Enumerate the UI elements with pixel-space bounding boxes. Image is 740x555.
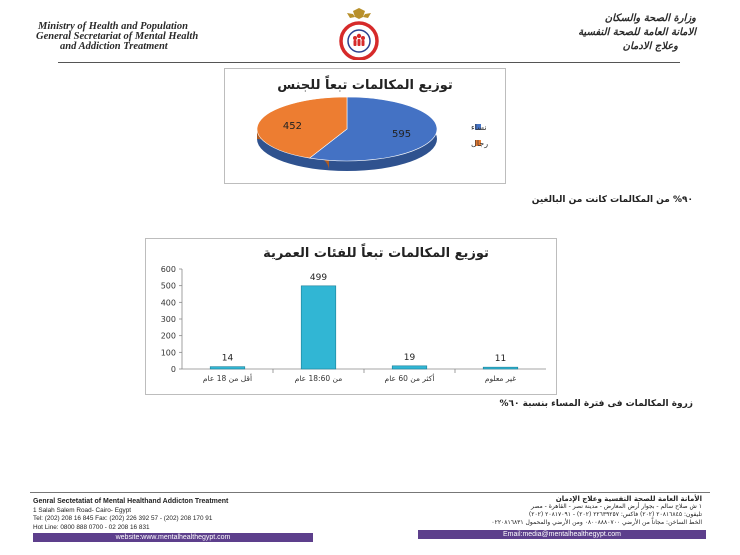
pie-label-0: 595 [391,129,412,141]
pie-chart-title: توزيع المكالمات تبعاً للجنس [277,78,453,93]
header-ar-line-2: الامانة العامة للصحة النفسية [578,27,696,38]
bar-3 [483,367,518,369]
header-en-line-1: Ministry of Health and Population [38,21,188,32]
email-banner[interactable] [418,530,706,539]
caption-adults: ٩٠% من المكالمات كانت من البالغين [531,195,693,205]
caption-evening: زروة المكالمات فى فترة المساء بنسبة ٦٠% [499,399,693,409]
footer-ar-hotline: الخط الساخن: مجاناً من الأرضي ٠٨٠٠٨٨٨٠٧٠٠ ومن الأرضي والمحمول ٠٢٢٠٨١٦٨٣١ [491,519,702,526]
age-bar-chart [145,238,557,395]
header-ar-line-1: وزارة الصحة والسكان [604,13,696,24]
footer-ar-title: الأمانة العامة للصحة النفسية وعلاج الإدمان [555,495,702,503]
legend-label-men: رجال [471,139,489,148]
bar-chart-title: توزيع المكالمات تبعاً للفئات العمرية [263,246,489,261]
y-tick-label: 100 [160,348,176,358]
legend-label-women: نساء [471,123,487,132]
bar-1 [301,286,336,369]
pie-legend [471,123,488,148]
bar-0 [210,367,245,369]
header-en-line-3: and Addiction Treatment [60,41,168,52]
footer-en-phone: Tel: (202) 208 16 845 Fax: (202) 226 392 57 - (202) 208 170 91 [33,515,213,522]
pie-slices [257,97,437,171]
bar-series [203,273,518,383]
website-link[interactable]: website:www.mentalhealthegypt.com [115,534,231,541]
email-link[interactable]: Email:media@mentalhealthegypt.com [503,531,621,538]
footer-en-address: 1 Salah Salem Road- Cairo- Egypt [33,506,132,514]
x-tick-label-1: من 18:60 عام [294,374,343,383]
y-tick-label: 500 [160,281,176,291]
eagle-emblem-icon [347,8,371,19]
y-tick-label: 600 [160,265,176,274]
y-tick-label: 300 [160,315,176,324]
x-tick-label-2: أكثر من 60 عام [384,374,435,383]
bar-axes [161,265,546,374]
footer-english [33,498,228,532]
y-tick-label: 0 [170,365,176,374]
footer-arabic [491,495,702,527]
footer-ar-phone: تليفون: ٢٠٨١٦٨٤٥ (٢٠٢) فاكس: ٢٢٦٣٩٢٥٧ (٢٠٢) - ٢٠٨١٧٠٩١ (٢٠٢) [528,511,702,518]
bar-2 [392,366,427,369]
bar-value-label-2: 19 [403,352,416,363]
header-english [38,22,198,52]
footer-ar-address: ١ ش صلاح سالم - بجوار أرض المعارض - مدينة نصر - القاهرة - مصر [531,503,702,510]
header-en-line-2: General Secretariat of Mental Health [36,31,199,42]
header-divider [58,62,680,63]
x-tick-label-3: غير معلوم [484,374,517,383]
x-tick-label-0: أقل من 18 عام [202,374,253,383]
header-arabic [578,12,696,54]
bar-value-label-1: 499 [309,272,328,283]
website-banner[interactable] [33,533,313,542]
bar-value-label-3: 11 [494,354,507,365]
y-tick-label: 400 [160,298,176,308]
footer-en-hotline: Hot Line: 0800 888 0700 - 02 208 16 831 [33,523,150,531]
gender-pie-chart [224,68,506,184]
pie-label-1: 452 [282,120,303,132]
ministry-logo [314,8,404,60]
footer-en-title: Genral Sectetatiat of Mental Healthand Addicton Treatment [33,498,229,505]
bar-value-label-0: 14 [221,353,234,364]
footer-divider [30,492,710,493]
header-ar-line-3: وعلاج الادمان [622,41,678,52]
y-tick-label: 200 [160,331,176,341]
